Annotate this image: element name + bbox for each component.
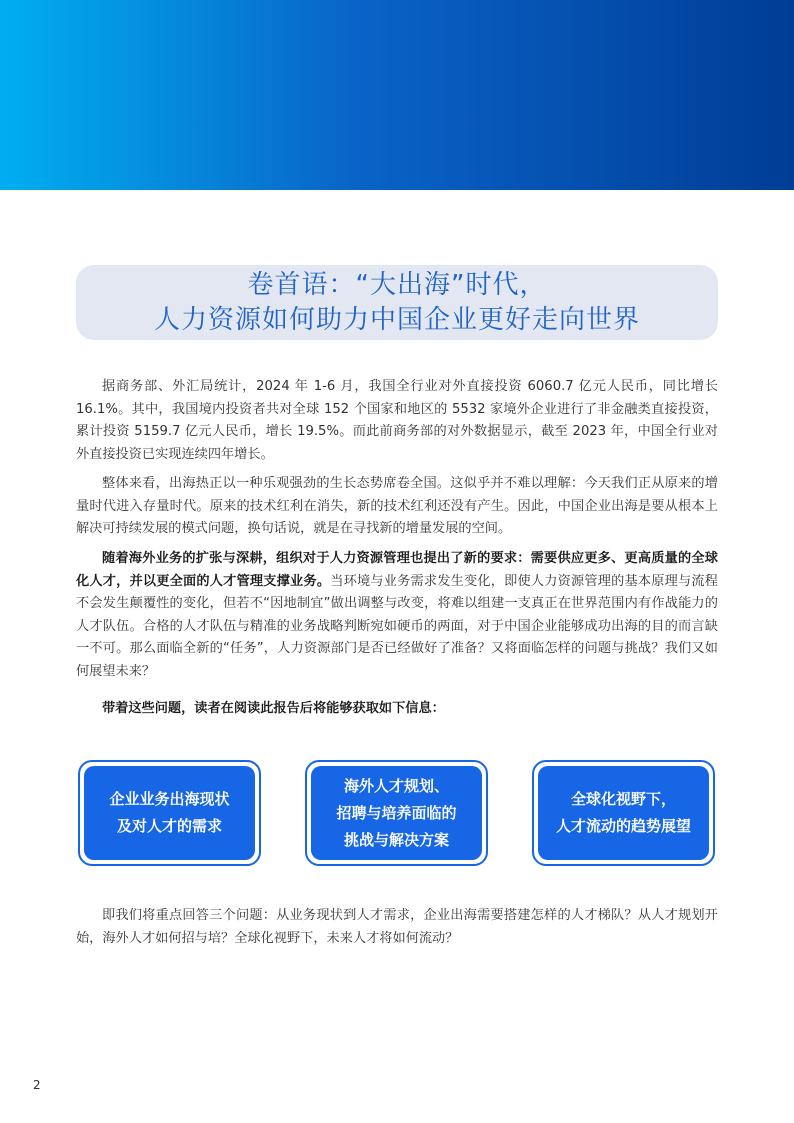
topic-card-line: 全球化视野下， — [570, 790, 676, 808]
topic-card-talent-planning — [305, 760, 488, 866]
paragraph-key-questions: 即我们将重点回答三个问题：从业务现状到人才需求，企业出海需要搭建怎样的人才梯队？从人才规划开始，海外人才如何招与培？全球化视野下，未来人才将如何流动？ — [76, 908, 718, 946]
topic-card-body — [538, 766, 709, 860]
title-line-2: 人力资源如何助力中国企业更好走向世界 — [153, 304, 640, 335]
topic-card-business-status — [78, 760, 261, 866]
topic-card-line: 招聘与培养面临的 — [336, 803, 457, 822]
paragraph-hr-requirements — [76, 548, 718, 683]
topic-card-line: 海外人才规划、 — [343, 776, 449, 795]
title-line-1: 卷首语：“大出海”时代， — [247, 269, 547, 300]
topic-card-line: 人才流动的趋势展望 — [555, 817, 691, 835]
topic-card-line: 及对人才的需求 — [116, 817, 222, 835]
topic-card-body — [84, 766, 255, 860]
page-title — [76, 265, 718, 340]
paragraph-report-intro: 带着这些问题，读者在阅读此报告后将能够获取如下信息： — [102, 701, 445, 716]
paragraph-hr-requirements-bold: 随着海外业务的扩张与深耕，组织对于人力资源管理也提出了新的要求：需要供应更多、更高质量的全球化人才，并以更全面的人才管理支撑业务。 — [76, 551, 718, 589]
page-number: 2 — [33, 1078, 41, 1092]
topic-card-talent-mobility — [532, 760, 715, 866]
paragraph-statistics: 据商务部、外汇局统计，2024 年 1-6 月，我国全行业对外直接投资 6060.7 亿元人民币，同比增长 16.1%。其中，我国境内投资者共对全球 152 个国家和地区的 5532 家境外企业进行了非金融类直接投资，累计投资 5159.7 亿元人民币，增长 19.5%。而此前商务部的对外数据显示，截至 2023 年，中国全行业对外直接投资已实现连续四年增长。 — [76, 379, 718, 462]
header-banner — [0, 0, 794, 190]
topic-card-line: 挑战与解决方案 — [343, 830, 449, 849]
paragraph-hr-requirements-rest: 当环境与业务需求发生变化，即使人力资源管理的基本原理与流程不会发生颠覆性的变化，但若不“因地制宜”做出调整与改变，将难以组建一支真正在世界范围内有作战能力的人才队伍。合格的人才队伍与精准的业务战略判断宛如硬币的两面，对于中国企业能够成功出海的目的而言缺一不可。那么面临全新的“任务”，人力资源部门是否已经做好了准备？又将面临怎样的问题与挑战？我们又如何展望未来？ — [76, 573, 718, 679]
paragraph-overview: 整体来看，出海热正以一种乐观强劲的生长态势席卷全国。这似乎并不难以理解：今天我们正从原来的增量时代进入存量时代。原来的技术红利在消失，新的技术红利还没有产生。因此，中国企业出海是要从根本上解决可持续发展的模式问题，换句话说，就是在寻找新的增量发展的空间。 — [76, 476, 718, 536]
topic-card-body — [311, 766, 482, 860]
topic-card-line: 企业业务出海现状 — [109, 790, 230, 808]
